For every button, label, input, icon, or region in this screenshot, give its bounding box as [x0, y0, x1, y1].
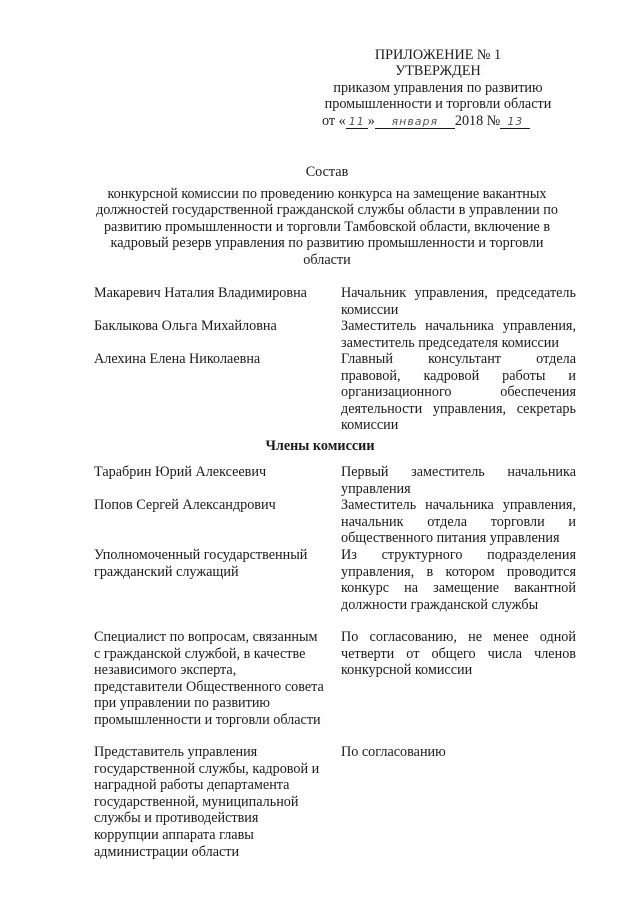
member-name: Тарабрин Юрий Алексеевич [94, 464, 267, 480]
member-name: Специалист по вопросам, связанным с гражданской службой, в качестве независимого эксперта, представители Общественного совета при управлении по развитию промышленности и торговли области [94, 629, 324, 728]
appendix-label: ПРИЛОЖЕНИЕ № 1 [374, 47, 502, 63]
date-mid: » [367, 112, 375, 129]
title-line: области [303, 251, 351, 268]
date-prefix: от « [322, 112, 346, 129]
approval-block [318, 47, 558, 129]
member-role: Заместитель начальника управления, начальник отдела торговли и общественного питания управления [341, 497, 576, 547]
title-line: конкурсной комиссии по проведению конкурса на замещение вакантных [107, 185, 547, 202]
member-name: Макаревич Наталия Владимировна [94, 285, 307, 301]
member-role: По согласованию [341, 744, 446, 760]
title-line: должностей государственной гражданской службы области в управлении по [96, 202, 558, 219]
member-name: Уполномоченный государственный гражданский служащий [94, 547, 308, 580]
member-name: Алехина Елена Николаевна [94, 351, 261, 367]
member-role: Из структурного подразделения управления, в котором проводится конкурс на замещение вакантной должности гражданской службы [341, 547, 576, 613]
order-date-line [318, 113, 558, 129]
order-line-2: промышленности и торговли области [324, 96, 552, 113]
date-number: 13 [500, 115, 530, 129]
member-name: Попов Сергей Александрович [94, 497, 276, 513]
title-line: кадровый резерв управления по развитию промышленности и торговли [110, 235, 544, 252]
member-role: По согласованию, не менее одной четверти от общего числа членов конкурсной комиссии [341, 629, 576, 679]
document-title [80, 164, 574, 269]
date-month: января [375, 115, 455, 129]
member-role: Главный консультант отдела правовой, кадровой работы и организационного обеспечения деятельности управления, секретарь комиссии [341, 351, 576, 434]
title-heading: Состав [305, 164, 349, 180]
approved-label: УТВЕРЖДЕН [395, 63, 481, 80]
members-heading: Члены комиссии [265, 438, 375, 454]
member-name: Баклыкова Ольга Михайловна [94, 318, 277, 334]
member-role: Заместитель начальника управления, заместитель председателя комиссии [341, 318, 576, 351]
date-day: 11 [346, 115, 368, 129]
order-line-1: приказом управления по развитию [333, 79, 543, 96]
date-year: 2018 № [454, 112, 501, 129]
member-role: Первый заместитель начальника управления [341, 464, 576, 497]
title-line: развитию промышленности и торговли Тамбовской области, включение в [103, 218, 551, 235]
member-name: Представитель управления государственной службы, кадровой и наградной работы департамента государственной, муниципальной службы и противодействия коррупции аппарата главы администрации области [94, 744, 320, 860]
member-role: Начальник управления, председатель комиссии [341, 285, 576, 318]
